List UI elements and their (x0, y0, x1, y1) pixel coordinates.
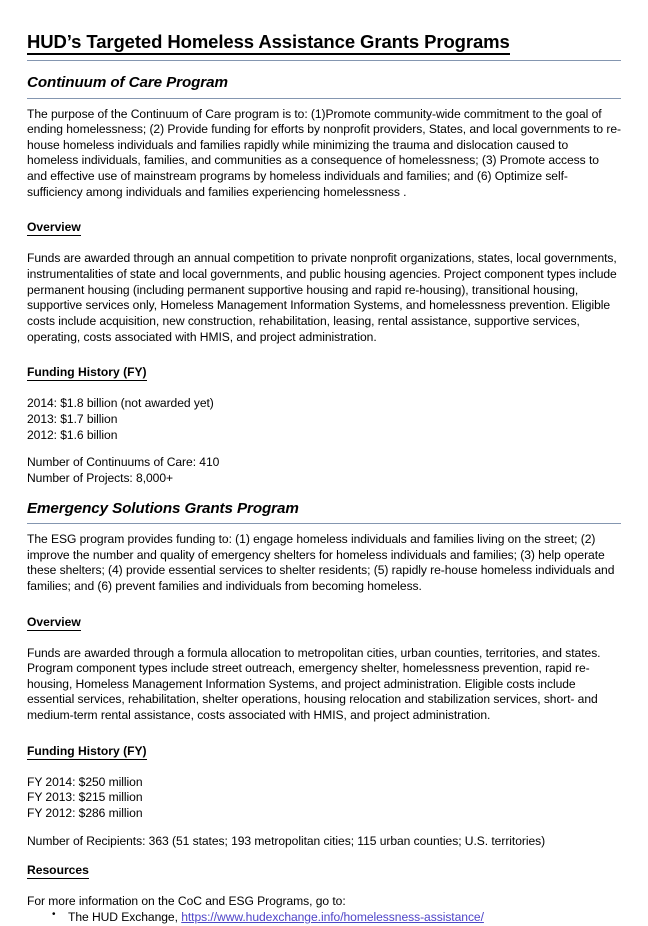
bullet-icon: • (52, 909, 56, 921)
funding-line: FY 2014: $250 million (27, 774, 143, 789)
emergency-funding-list (27, 775, 621, 822)
stat-line: Number of Recipients: 363 (51 states; 193 metropolitan cities; 115 urban counties; U.S. territories) (27, 833, 546, 848)
spacer (27, 849, 621, 861)
emergency-intro-paragraph: The ESG program provides funding to: (1) engage homeless individuals and families living on the street; (2) improve the number and quality of emergency shelters for homeless individuals and families; (3) help operate these shelters; (4) provide essential services to shelter residents; (5) rapidly re-house homeless individuals and families; and (6) prevent families and individuals from becoming homeless. (27, 531, 615, 593)
emergency-overview-paragraph: Funds are awarded through a formula allocation to metropolitan cities, urban counties, territories, and states. Program component types include street outreach, emergency shelter, homelessness prevention, rapid re-housing, Homeless Management Information Systems, and project administration. Eligible costs include essential services, rehabilitation, shelter operations, housing relocation and stabilization services, short- and medium-term rental assistance, costs associated with HMIS, and project administration. (27, 645, 601, 723)
continuum-intro-paragraph: The purpose of the Continuum of Care program is to: (1)Promote community-wide commitment to the goal of ending homelessness; (2) Provide funding for efforts by nonprofit providers, States, and local governments to re-house homeless individuals and families rapidly while minimizing the trauma and dislocation caused to homeless individuals, families, and communities as a consequence of homelessness; (3) Promote access to and effective use of mainstream programs by homeless individuals and families; and (6) Optimize self-sufficiency among individuals and families experiencing homelessness . (27, 106, 621, 199)
spacer (27, 200, 621, 218)
spacer (27, 879, 621, 894)
emergency-stats-list (27, 834, 621, 850)
section-heading-emergency-solutions: Emergency Solutions Grants Program (27, 499, 299, 517)
spacer (27, 524, 621, 532)
list-item (52, 909, 621, 926)
continuum-funding-heading-wrap (27, 363, 621, 381)
spacer (27, 724, 621, 742)
hud-exchange-link[interactable]: https://www.hudexchange.info/homelessness-assistance/ (181, 910, 484, 925)
continuum-funding-list (27, 396, 621, 443)
document-title-block (27, 31, 621, 55)
stat-line: Number of Continuums of Care: 410 (27, 455, 220, 470)
resource-label: The HUD Exchange, (68, 910, 182, 925)
emergency-funding-heading-wrap (27, 742, 621, 760)
title-rule (27, 60, 621, 61)
spacer (27, 443, 621, 455)
continuum-stats-list (27, 455, 621, 486)
emergency-overview-heading: Overview (27, 614, 81, 629)
section-heading-continuum-of-care: Continuum of Care Program (27, 74, 228, 92)
funding-line: 2013: $1.7 billion (27, 412, 118, 427)
resources-heading-wrap (27, 861, 621, 879)
spacer (27, 236, 621, 251)
resources-list (27, 910, 621, 926)
spacer (27, 822, 621, 834)
page-title: HUD’s Targeted Homeless Assistance Grants Programs (27, 31, 510, 55)
spacer (27, 595, 621, 613)
funding-line: 2014: $1.8 billion (not awarded yet) (27, 396, 214, 411)
emergency-funding-history-heading: Funding History (FY) (27, 743, 147, 758)
emergency-overview-heading-wrap (27, 613, 621, 631)
spacer (27, 99, 621, 107)
resources-heading: Resources (27, 863, 89, 878)
resources-intro: For more information on the CoC and ESG Programs, go to: (27, 894, 346, 909)
funding-line: 2012: $1.6 billion (27, 427, 118, 442)
continuum-overview-heading-wrap (27, 218, 621, 236)
continuum-funding-history-heading: Funding History (FY) (27, 365, 147, 380)
spacer (27, 381, 621, 396)
continuum-overview-heading: Overview (27, 220, 81, 235)
spacer (27, 631, 621, 646)
spacer (27, 760, 621, 775)
spacer (27, 345, 621, 363)
continuum-overview-paragraph: Funds are awarded through an annual competition to private nonprofit organizations, states, local governments, instrumentalities of state and local governments, and public housing agencies. Project component types include permanent housing (including permanent supportive housing and rapid re-housing), transitional housing, supportive services only, Homeless Management Information Systems, and homelessness prevention. Eligible costs include acquisition, new construction, rehabilitation, leasing, rental assistance, supportive services, operating, costs associated with HMIS, and project administration. (27, 251, 617, 344)
stat-line: Number of Projects: 8,000+ (27, 471, 173, 485)
funding-line: FY 2013: $215 million (27, 790, 143, 805)
funding-line: FY 2012: $286 million (27, 806, 143, 821)
